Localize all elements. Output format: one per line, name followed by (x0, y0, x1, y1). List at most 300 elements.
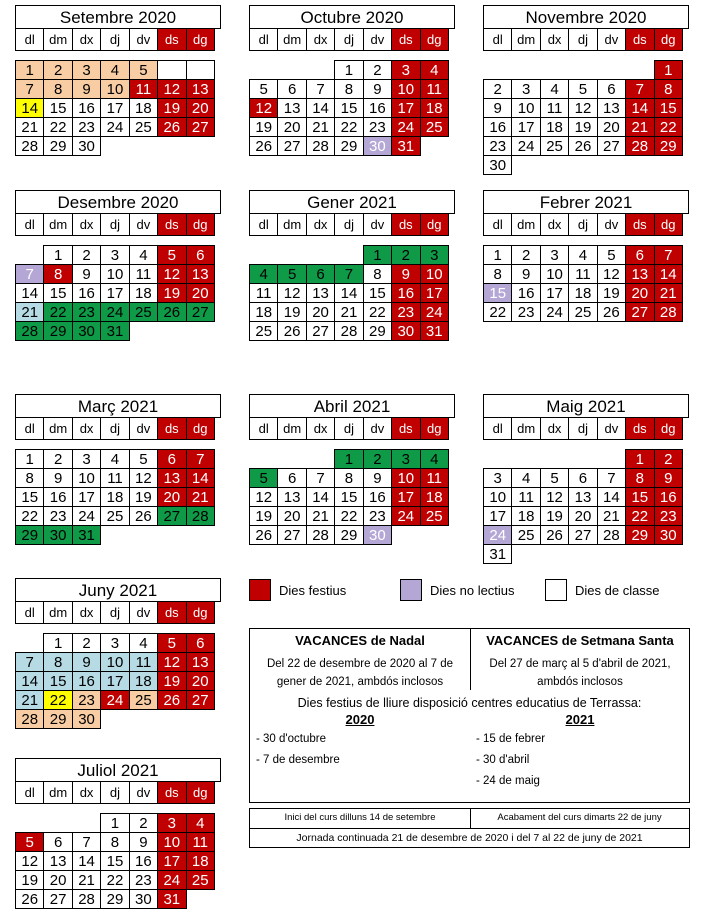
weekday-header: dl (15, 602, 44, 624)
day-cell: 23 (511, 302, 540, 322)
day-cell: 16 (511, 283, 540, 303)
empty-cell (306, 449, 335, 469)
day-cell: 16 (72, 283, 101, 303)
day-cell: 17 (391, 98, 420, 118)
day-cell: 7 (15, 264, 44, 284)
month-calendar (15, 758, 221, 909)
festius-caption: Dies festius de lliure disposició centres educatius de Terrassa: (297, 696, 642, 710)
day-cell: 19 (568, 117, 597, 137)
day-cell: 27 (306, 321, 335, 341)
legend-classe-label: Dies de classe (575, 582, 660, 598)
empty-cell (186, 136, 215, 156)
day-cell: 31 (100, 321, 129, 341)
day-cell: 15 (625, 487, 654, 507)
day-cell: 22 (43, 690, 72, 710)
week-row (15, 634, 221, 653)
day-cell: 10 (391, 468, 420, 488)
day-cell: 23 (72, 302, 101, 322)
month-calendar (15, 190, 221, 341)
week-row (483, 488, 689, 507)
classe-swatch (545, 579, 567, 601)
day-cell: 19 (249, 117, 278, 137)
days-grid (249, 450, 455, 545)
weekday-header: dx (72, 29, 101, 51)
days-grid (249, 246, 455, 341)
empty-cell (186, 321, 215, 341)
day-cell: 30 (72, 321, 101, 341)
day-cell: 24 (391, 506, 420, 526)
day-cell: 22 (100, 870, 129, 890)
day-cell: 16 (363, 487, 392, 507)
day-cell: 11 (129, 79, 158, 99)
weekday-header-row (249, 418, 455, 440)
day-cell: 15 (654, 98, 683, 118)
week-row (249, 246, 455, 265)
weekday-header: dl (249, 214, 278, 236)
day-cell: 20 (625, 283, 654, 303)
empty-cell (625, 544, 654, 564)
day-cell: 25 (420, 506, 449, 526)
empty-cell (597, 544, 626, 564)
day-cell: 31 (483, 544, 512, 564)
day-cell: 9 (43, 468, 72, 488)
legend-no-lectius (400, 577, 515, 603)
day-cell: 1 (100, 813, 129, 833)
day-cell: 13 (186, 264, 215, 284)
day-cell: 22 (483, 302, 512, 322)
legend-no-lectius-label: Dies no lectius (430, 582, 515, 598)
nadal-title: VACANCES de Nadal (295, 633, 425, 648)
day-cell: 26 (597, 302, 626, 322)
day-cell: 15 (43, 671, 72, 691)
day-cell: 12 (249, 487, 278, 507)
day-cell: 16 (483, 117, 512, 137)
day-cell: 25 (129, 117, 158, 137)
day-cell: 9 (511, 264, 540, 284)
week-row (483, 450, 689, 469)
day-cell: 26 (129, 506, 158, 526)
day-cell: 13 (277, 98, 306, 118)
day-cell: 11 (129, 652, 158, 672)
day-cell: 27 (568, 525, 597, 545)
day-cell: 14 (306, 98, 335, 118)
day-cell: 7 (72, 832, 101, 852)
day-cell (186, 60, 215, 80)
week-row (249, 303, 455, 322)
day-cell: 23 (129, 870, 158, 890)
day-cell: 7 (334, 264, 363, 284)
week-row (15, 450, 221, 469)
week-row (249, 469, 455, 488)
day-cell: 23 (72, 690, 101, 710)
empty-cell (540, 155, 569, 175)
day-cell: 19 (249, 506, 278, 526)
day-cell: 26 (157, 117, 186, 137)
month-title: Febrer 2021 (483, 190, 689, 214)
week-row (249, 118, 455, 137)
day-cell: 4 (420, 60, 449, 80)
day-cell: 29 (100, 889, 129, 909)
day-cell: 28 (72, 889, 101, 909)
week-row (15, 890, 221, 909)
weekday-header: dm (43, 418, 72, 440)
day-cell: 23 (43, 506, 72, 526)
day-cell: 13 (186, 652, 215, 672)
days-grid (15, 246, 221, 341)
day-cell: 11 (129, 264, 158, 284)
empty-cell (15, 813, 44, 833)
day-cell: 26 (157, 302, 186, 322)
day-cell: 7 (625, 79, 654, 99)
weekday-header: dm (277, 29, 306, 51)
day-cell: 3 (100, 245, 129, 265)
day-cell: 1 (43, 633, 72, 653)
day-cell: 24 (511, 136, 540, 156)
day-cell: 30 (483, 155, 512, 175)
day-cell: 10 (420, 264, 449, 284)
day-cell: 2 (129, 813, 158, 833)
day-cell: 27 (597, 136, 626, 156)
weekday-header: dl (249, 418, 278, 440)
empty-cell (568, 60, 597, 80)
day-cell: 9 (72, 264, 101, 284)
month-title: Gener 2021 (249, 190, 455, 214)
day-cell: 9 (654, 468, 683, 488)
day-cell: 12 (157, 79, 186, 99)
weekday-header: ds (157, 418, 186, 440)
day-cell: 10 (157, 832, 186, 852)
week-row (15, 526, 221, 545)
day-cell (157, 60, 186, 80)
day-cell: 21 (72, 870, 101, 890)
weekday-header: dv (129, 782, 158, 804)
festiu-item: - 15 de febrer (476, 733, 546, 745)
days-grid (15, 814, 221, 909)
day-cell: 1 (334, 60, 363, 80)
week-row (249, 488, 455, 507)
day-cell: 3 (72, 449, 101, 469)
day-cell: 9 (391, 264, 420, 284)
weekday-header: dj (568, 418, 597, 440)
info-box (249, 808, 690, 848)
month-calendar (249, 190, 455, 341)
empty-cell (540, 544, 569, 564)
weekday-header-row (483, 29, 689, 51)
day-cell: 28 (15, 321, 44, 341)
day-cell: 4 (129, 245, 158, 265)
days-grid (15, 61, 221, 156)
day-cell: 17 (511, 117, 540, 137)
weekday-header: dm (43, 782, 72, 804)
day-cell: 11 (420, 468, 449, 488)
month-title: Març 2021 (15, 394, 221, 418)
week-row (15, 246, 221, 265)
empty-cell (277, 449, 306, 469)
day-cell: 19 (277, 302, 306, 322)
day-cell: 12 (15, 851, 44, 871)
day-cell: 8 (483, 264, 512, 284)
week-row (15, 137, 221, 156)
day-cell: 10 (100, 79, 129, 99)
day-cell: 3 (391, 60, 420, 80)
day-cell: 27 (43, 889, 72, 909)
empty-cell (597, 60, 626, 80)
week-row (483, 156, 689, 175)
festiu-item: - 7 de desembre (256, 754, 340, 766)
day-cell: 27 (277, 136, 306, 156)
week-row (249, 80, 455, 99)
weekday-header: dv (129, 418, 158, 440)
day-cell: 9 (483, 98, 512, 118)
day-cell: 27 (157, 506, 186, 526)
weekday-header: dj (100, 418, 129, 440)
weekday-header: dv (363, 418, 392, 440)
weekday-header: dl (483, 418, 512, 440)
days-grid (15, 634, 221, 729)
day-cell: 22 (334, 506, 363, 526)
day-cell: 26 (540, 525, 569, 545)
empty-cell (654, 544, 683, 564)
day-cell: 31 (72, 525, 101, 545)
day-cell: 19 (540, 506, 569, 526)
weekday-header: dm (277, 418, 306, 440)
weekday-header: dx (540, 214, 569, 236)
weekday-header: dv (363, 214, 392, 236)
week-row (15, 99, 221, 118)
month-calendar (15, 5, 221, 156)
empty-cell (277, 245, 306, 265)
empty-cell (540, 449, 569, 469)
day-cell: 30 (72, 136, 101, 156)
day-cell: 11 (540, 98, 569, 118)
week-row (249, 99, 455, 118)
day-cell: 28 (334, 321, 363, 341)
day-cell: 26 (277, 321, 306, 341)
day-cell: 21 (654, 283, 683, 303)
day-cell: 6 (568, 468, 597, 488)
day-cell: 20 (157, 487, 186, 507)
day-cell: 23 (72, 117, 101, 137)
day-cell: 24 (72, 506, 101, 526)
day-cell: 17 (100, 98, 129, 118)
day-cell: 29 (334, 525, 363, 545)
week-row (483, 137, 689, 156)
day-cell: 14 (597, 487, 626, 507)
day-cell: 15 (483, 283, 512, 303)
week-row (483, 246, 689, 265)
week-row (483, 99, 689, 118)
week-row (15, 80, 221, 99)
day-cell: 30 (391, 321, 420, 341)
day-cell: 9 (363, 79, 392, 99)
day-cell: 21 (306, 506, 335, 526)
day-cell: 23 (391, 302, 420, 322)
day-cell: 9 (72, 79, 101, 99)
weekday-header-row (15, 214, 221, 236)
empty-cell (72, 813, 101, 833)
day-cell: 7 (15, 79, 44, 99)
day-cell: 8 (43, 264, 72, 284)
day-cell: 19 (157, 98, 186, 118)
weekday-header: ds (157, 602, 186, 624)
weekday-header: ds (157, 782, 186, 804)
week-row (483, 507, 689, 526)
day-cell: 28 (186, 506, 215, 526)
weekday-header: dx (306, 214, 335, 236)
day-cell: 6 (625, 245, 654, 265)
empty-cell (157, 136, 186, 156)
legend-classe (545, 577, 660, 603)
day-cell: 20 (186, 671, 215, 691)
weekday-header: dj (334, 418, 363, 440)
empty-cell (568, 544, 597, 564)
week-row (483, 61, 689, 80)
day-cell: 16 (72, 671, 101, 691)
weekday-header: dj (568, 214, 597, 236)
day-cell: 7 (15, 652, 44, 672)
day-cell: 11 (568, 264, 597, 284)
empty-cell (249, 245, 278, 265)
day-cell: 4 (186, 813, 215, 833)
day-cell: 8 (43, 652, 72, 672)
empty-cell (129, 709, 158, 729)
day-cell: 13 (597, 98, 626, 118)
day-cell: 4 (100, 449, 129, 469)
day-cell: 25 (100, 506, 129, 526)
days-grid (15, 450, 221, 545)
month-calendar (15, 394, 221, 545)
month-title: Juny 2021 (15, 578, 221, 602)
day-cell: 14 (186, 468, 215, 488)
day-cell: 24 (483, 525, 512, 545)
weekday-header: dx (72, 602, 101, 624)
empty-cell (306, 60, 335, 80)
day-cell: 2 (363, 449, 392, 469)
day-cell: 2 (391, 245, 420, 265)
day-cell: 24 (157, 870, 186, 890)
day-cell: 11 (420, 79, 449, 99)
day-cell: 21 (306, 117, 335, 137)
day-cell: 26 (249, 136, 278, 156)
day-cell: 30 (363, 525, 392, 545)
day-cell: 14 (625, 98, 654, 118)
day-cell: 17 (420, 283, 449, 303)
empty-cell (186, 525, 215, 545)
empty-cell (625, 60, 654, 80)
week-row (15, 653, 221, 672)
day-cell: 25 (511, 525, 540, 545)
ss-text: Del 27 de març al 5 d'abril de 2021, ambdós inclosos (489, 658, 671, 688)
day-cell: 13 (568, 487, 597, 507)
day-cell: 18 (511, 506, 540, 526)
day-cell: 29 (43, 709, 72, 729)
weekday-header: dv (597, 214, 626, 236)
weekday-header: dm (43, 214, 72, 236)
week-row (15, 710, 221, 729)
day-cell: 17 (100, 671, 129, 691)
day-cell: 25 (129, 690, 158, 710)
day-cell: 8 (15, 468, 44, 488)
weekday-header: dm (511, 418, 540, 440)
weekday-header: dx (540, 29, 569, 51)
week-row (15, 871, 221, 890)
festius-2021 (470, 712, 690, 796)
day-cell: 16 (129, 851, 158, 871)
empty-cell (249, 449, 278, 469)
weekday-header: dj (100, 602, 129, 624)
day-cell: 12 (540, 487, 569, 507)
day-cell: 8 (334, 468, 363, 488)
day-cell: 5 (568, 79, 597, 99)
day-cell: 24 (100, 117, 129, 137)
day-cell: 27 (186, 690, 215, 710)
week-row (15, 61, 221, 80)
day-cell: 3 (511, 79, 540, 99)
day-cell: 15 (100, 851, 129, 871)
day-cell: 19 (15, 870, 44, 890)
empty-cell (100, 525, 129, 545)
weekday-header: ds (391, 29, 420, 51)
week-row (249, 137, 455, 156)
day-cell: 17 (540, 283, 569, 303)
days-grid (483, 246, 689, 322)
week-row (249, 507, 455, 526)
day-cell: 22 (363, 302, 392, 322)
weekday-header: dg (420, 214, 449, 236)
week-row (249, 284, 455, 303)
day-cell: 10 (100, 264, 129, 284)
weekday-header: dg (186, 782, 215, 804)
day-cell: 14 (654, 264, 683, 284)
day-cell: 2 (72, 245, 101, 265)
day-cell: 20 (306, 302, 335, 322)
month-calendar (483, 394, 689, 564)
day-cell: 14 (306, 487, 335, 507)
empty-cell (277, 60, 306, 80)
day-cell: 5 (597, 245, 626, 265)
weekday-header: ds (157, 214, 186, 236)
day-cell: 1 (625, 449, 654, 469)
weekday-header: dv (363, 29, 392, 51)
week-row (483, 284, 689, 303)
day-cell: 2 (43, 60, 72, 80)
week-row (483, 80, 689, 99)
vacances-setmana-santa (470, 629, 690, 691)
day-cell: 21 (625, 117, 654, 137)
month-calendar (483, 5, 689, 175)
empty-cell (186, 889, 215, 909)
empty-cell (654, 155, 683, 175)
day-cell: 1 (15, 449, 44, 469)
day-cell: 27 (625, 302, 654, 322)
day-cell: 6 (186, 633, 215, 653)
weekday-header: dg (186, 602, 215, 624)
empty-cell (129, 136, 158, 156)
day-cell: 18 (186, 851, 215, 871)
empty-cell (129, 321, 158, 341)
day-cell: 7 (306, 79, 335, 99)
day-cell: 31 (157, 889, 186, 909)
day-cell: 19 (597, 283, 626, 303)
day-cell: 4 (100, 60, 129, 80)
day-cell: 26 (249, 525, 278, 545)
empty-cell (625, 155, 654, 175)
day-cell: 6 (306, 264, 335, 284)
day-cell: 19 (157, 671, 186, 691)
empty-cell (249, 60, 278, 80)
day-cell: 12 (157, 652, 186, 672)
weekday-header: dg (420, 29, 449, 51)
